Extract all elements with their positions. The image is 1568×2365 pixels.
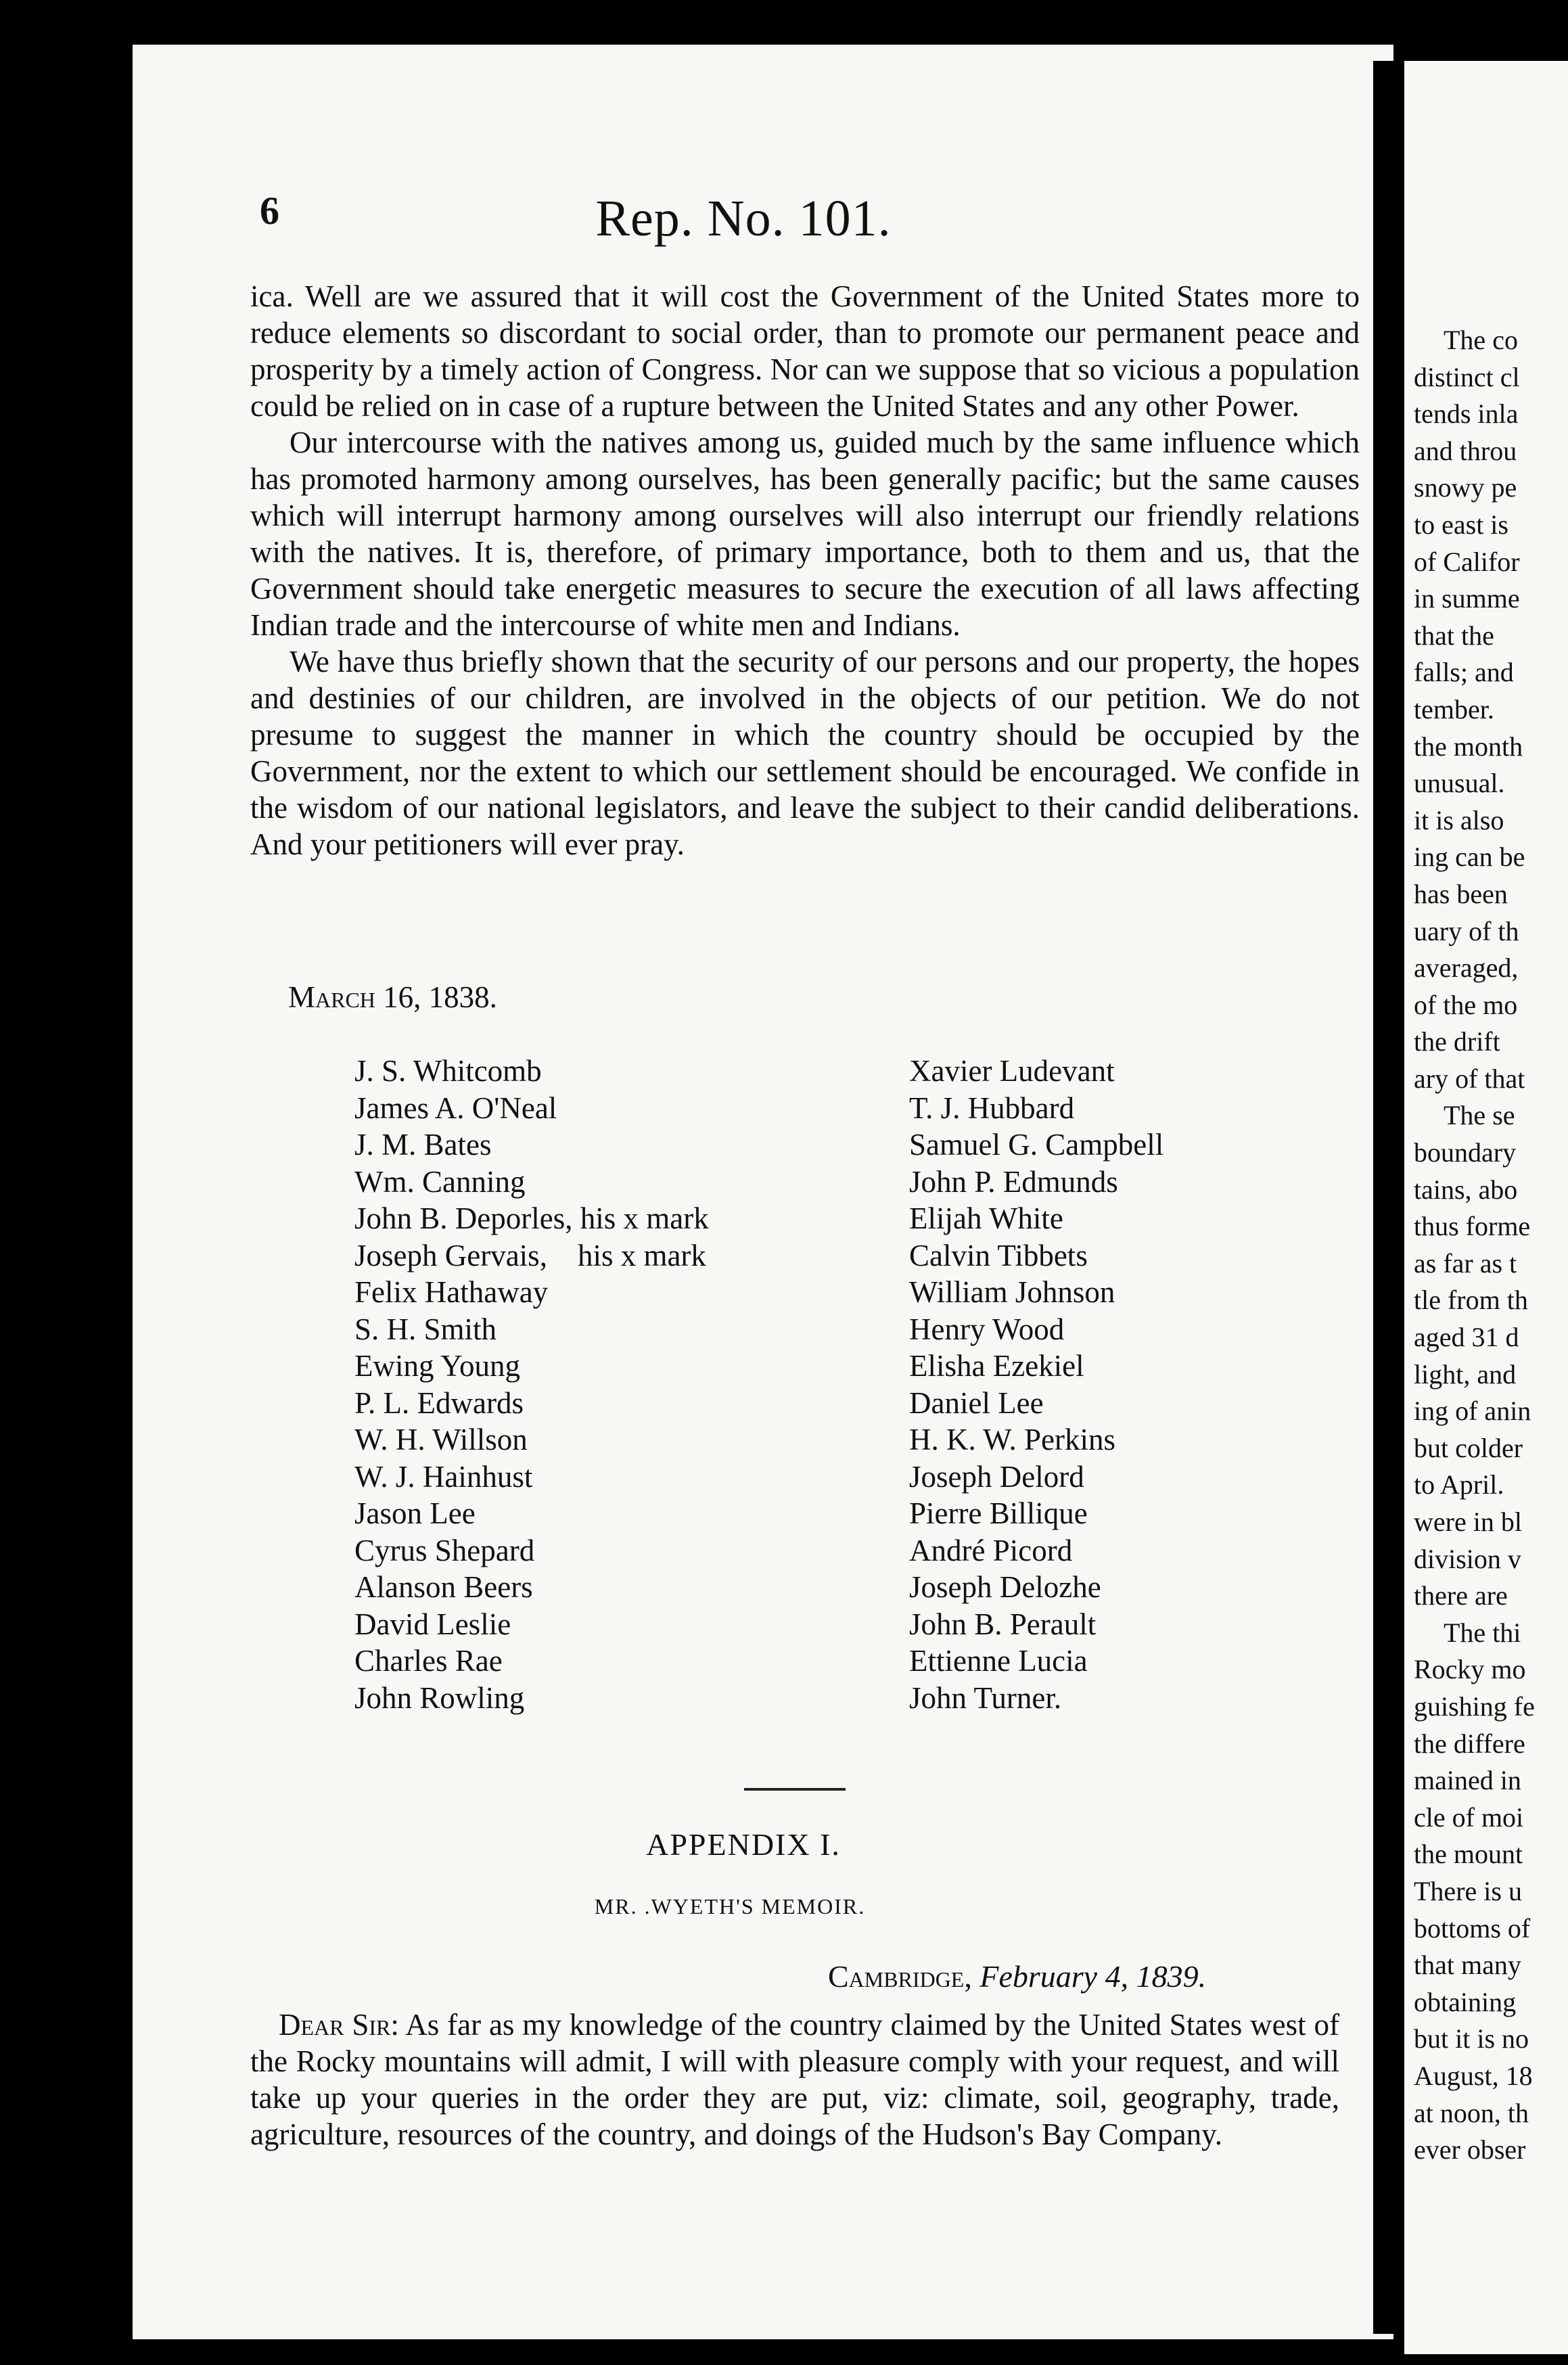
signature-left-4: John B. Deporles, his x mark <box>354 1201 709 1235</box>
right-fragment-line: boundary <box>1414 1137 1517 1168</box>
paragraph-2: Our intercourse with the natives among us, guided much by the same influence which has promoted harmony among ourselves, has been generally pacific; but the same causes which will interrupt harmony among ourselves will also interrupt our friendly relations with the natives. It is, therefore, of primary importance, both to them and us, that the Government should take energetic measures to secure the execution of all laws affecting Indian trade and the intercourse of white men and Indians. <box>250 426 1360 642</box>
right-fragment-line: The se <box>1444 1100 1515 1131</box>
right-fragment-line: ever obser <box>1414 2134 1526 2165</box>
right-fragment-line: uary of th <box>1414 915 1519 946</box>
signature-right-2: Samuel G. Campbell <box>909 1128 1164 1162</box>
signature-right-8: Elisha Ezekiel <box>909 1349 1084 1383</box>
letter-dateline <box>828 1958 1206 1994</box>
paragraph-1: ica. Well are we assured that it will cost the Government of the United States more to reduce elements so discordant to social order, than to promote our permanent peace and prosperity by a timely action of Congress. Nor can we suppose that so vicious a population could be relied on in case of a rupture between the United States and any other Power. <box>250 279 1360 423</box>
signature-left-3: Wm. Canning <box>354 1164 526 1199</box>
signature-right-11: Joseph Delord <box>909 1459 1084 1494</box>
signature-left-11: W. J. Hainhust <box>354 1459 533 1494</box>
letter-date: February 4, 1839. <box>979 1959 1207 1994</box>
signature-right-5: Calvin Tibbets <box>909 1238 1088 1272</box>
right-fragment-line: the differe <box>1414 1728 1525 1759</box>
signature-left-15: David Leslie <box>354 1607 511 1641</box>
signatures-left <box>354 1053 709 1716</box>
signature-right-3: John P. Edmunds <box>909 1164 1118 1199</box>
signature-right-13: André Picord <box>909 1533 1073 1567</box>
letter-place: Cambridge, <box>828 1959 972 1994</box>
right-fragment-line: tle from th <box>1414 1285 1528 1316</box>
right-fragment-line: aged 31 d <box>1414 1322 1519 1353</box>
right-fragment-line: that the <box>1414 620 1494 651</box>
right-fragment-line: unusual. <box>1414 768 1505 799</box>
right-fragment-line: distinct cl <box>1414 361 1520 392</box>
right-fragment-line: ing of anin <box>1414 1396 1531 1427</box>
signature-left-12: Jason Lee <box>354 1496 476 1530</box>
signature-right-9: Daniel Lee <box>909 1385 1044 1420</box>
signature-right-12: Pierre Billique <box>909 1496 1088 1530</box>
signature-right-16: Ettienne Lucia <box>909 1644 1088 1678</box>
signature-right-14: Joseph Delozhe <box>909 1570 1101 1604</box>
signature-left-0: J. S. Whitcomb <box>354 1054 542 1088</box>
right-fragment-line: snowy pe <box>1414 472 1517 503</box>
salutation: Dear Sir: <box>279 2008 399 2042</box>
right-fragment-line: averaged, <box>1414 952 1519 984</box>
page-gutter <box>1373 61 1404 2334</box>
memoir-title: MR. .WYETH'S MEMOIR. <box>594 1894 866 1919</box>
signature-left-8: Ewing Young <box>354 1349 521 1383</box>
signature-left-9: P. L. Edwards <box>354 1385 524 1420</box>
right-fragment-line: of the mo <box>1414 989 1518 1020</box>
signature-left-7: S. H. Smith <box>354 1312 497 1346</box>
petition-body <box>250 278 1360 863</box>
right-fragment-line: tends inla <box>1414 398 1519 430</box>
right-fragment-line: that many <box>1414 1950 1521 1981</box>
right-fragment-line: at noon, th <box>1414 2097 1529 2128</box>
right-fragment-line: tains, abo <box>1414 1174 1518 1205</box>
signatures-right <box>909 1053 1163 1716</box>
appendix-title: APPENDIX I. <box>646 1827 841 1862</box>
right-fragment-line: August, 18 <box>1414 2060 1533 2091</box>
right-fragment-line: There is u <box>1414 1875 1522 1906</box>
right-fragment-line: The co <box>1444 325 1518 355</box>
signature-right-6: William Johnson <box>909 1275 1115 1309</box>
signature-right-7: Henry Wood <box>909 1312 1065 1346</box>
signature-left-10: W. H. Willson <box>354 1423 528 1456</box>
paragraph-3: We have thus briefly shown that the security of our persons and our property, the hopes and destinies of our children, are involved in the objects of our petition. We do not presume to suggest the manner in which the country should be occupied by the Government, nor the extent to which our settlement should be encouraged. We confide in the wisdom of our national legislators, and leave the subject to their candid deliberations. And your petitioners will ever pray. <box>250 645 1360 861</box>
page-number: 6 <box>260 189 279 233</box>
right-fragment-line: and throu <box>1414 435 1517 466</box>
right-fragment-line: has been <box>1414 878 1508 909</box>
right-fragment-line: it is also <box>1414 804 1504 835</box>
right-page-fragments <box>1414 322 1535 2169</box>
signature-right-17: John Turner. <box>909 1680 1062 1715</box>
signature-right-0: Xavier Ludevant <box>909 1054 1115 1088</box>
right-page <box>1404 61 1568 2354</box>
right-fragment-line: mained in <box>1414 1765 1521 1796</box>
signature-right-4: Elijah White <box>909 1201 1063 1235</box>
signature-left-6: Felix Hathaway <box>354 1275 549 1309</box>
right-fragment-line: falls; and <box>1414 657 1514 688</box>
right-fragment-line: thus forme <box>1414 1211 1531 1242</box>
right-fragment-line: to April. <box>1414 1469 1504 1500</box>
right-fragment-line: ary of that <box>1414 1063 1525 1094</box>
signature-right-10: H. K. W. Perkins <box>909 1423 1116 1456</box>
right-fragment-line: guishing fe <box>1414 1691 1535 1722</box>
right-fragment-line: the drift <box>1414 1026 1500 1057</box>
signature-left-14: Alanson Beers <box>354 1570 533 1604</box>
right-fragment-line: obtaining <box>1414 1986 1517 2017</box>
right-fragment-line: the mount <box>1414 1839 1523 1870</box>
signature-left-2: J. M. Bates <box>354 1128 492 1162</box>
right-fragment-line: cle of moi <box>1414 1801 1524 1833</box>
signature-right-15: John B. Perault <box>909 1607 1097 1641</box>
signature-left-1: James A. O'Neal <box>354 1090 557 1125</box>
right-fragment-line: in summe <box>1414 583 1520 614</box>
right-fragment-line: bottoms of <box>1414 1912 1531 1944</box>
right-fragment-line: division v <box>1414 1543 1521 1574</box>
right-fragment-line: ing can be <box>1414 842 1525 873</box>
memoir-heading <box>0 1894 1568 1919</box>
right-fragment-line: the month <box>1414 731 1523 762</box>
signature-right-1: T. J. Hubbard <box>909 1090 1075 1125</box>
page-title: Rep. No. 101. <box>595 190 892 247</box>
letter-body <box>250 2006 1339 2153</box>
signature-left-16: Charles Rae <box>354 1644 503 1678</box>
page-header <box>0 189 1568 248</box>
right-fragment-line: tember. <box>1414 693 1494 725</box>
section-divider <box>744 1788 846 1791</box>
signature-left-17: John Rowling <box>354 1680 525 1715</box>
right-fragment-line: were in bl <box>1414 1507 1522 1537</box>
right-fragment-line: The thi <box>1444 1617 1521 1648</box>
appendix-heading <box>0 1827 1568 1862</box>
right-fragment-line: but colder <box>1414 1432 1523 1463</box>
right-fragment-line: light, and <box>1414 1358 1517 1390</box>
letter-text: As far as my knowledge of the country claimed by the United States west of the Rocky mountains will admit, I will with pleasure comply with your request, and will take up your queries in the order they are put, viz: climate, soil, geography, trade, agriculture, resources of the country, and doings of the Hudson's Bay Company. <box>250 2008 1339 2151</box>
right-fragment-line: there are <box>1414 1580 1508 1611</box>
signature-left-5: Joseph Gervais, his x mark <box>354 1238 706 1272</box>
right-fragment-line: to east is <box>1414 509 1508 540</box>
right-fragment-line: of Califor <box>1414 546 1520 577</box>
right-fragment-line: Rocky mo <box>1414 1654 1526 1685</box>
petition-date: March 16, 1838. <box>288 980 497 1014</box>
right-fragment-line: but it is no <box>1414 2023 1529 2054</box>
signature-left-13: Cyrus Shepard <box>354 1533 535 1567</box>
right-fragment-line: as far as t <box>1414 1247 1517 1279</box>
